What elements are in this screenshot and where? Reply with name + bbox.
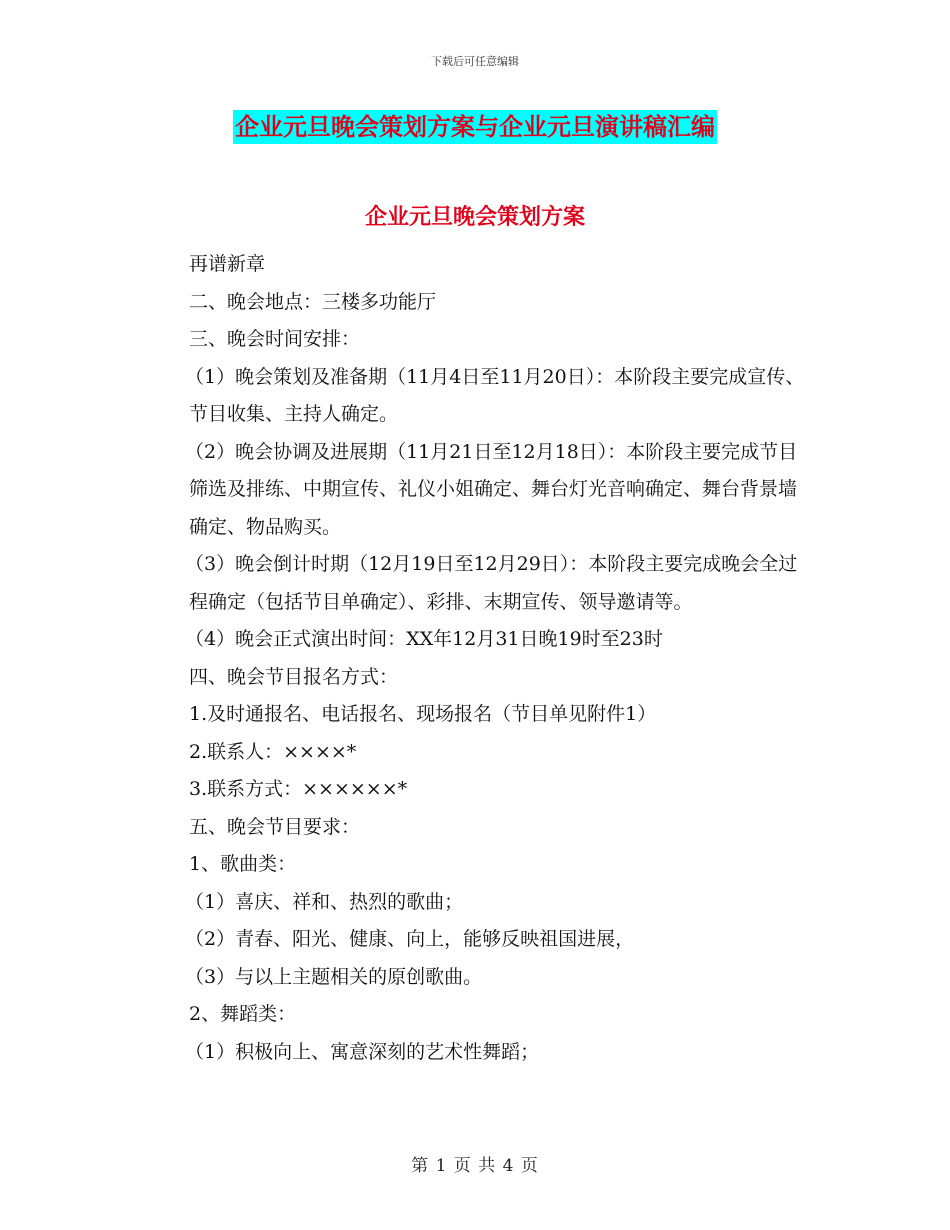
paragraph: （3）晚会倒计时期（12月19日至12月29日）：本阶段主要完成晚会全过程确定（包括节目单确定）、彩排、末期宣传、领导邀请等。 xyxy=(185,553,798,613)
paragraph: （1）晚会策划及准备期（11月4日至11月20日）：本阶段主要完成宣传、节目收集、主持人确定。 xyxy=(185,365,805,425)
paragraph: 再谱新章 xyxy=(189,253,266,275)
paragraph: （4）晚会正式演出时间：XX年12月31日晚19时至23时 xyxy=(185,628,663,650)
document-body xyxy=(143,246,808,1071)
paragraph: 2.联系人：××××* xyxy=(189,740,357,763)
section-title: 企业元旦晚会策划方案 xyxy=(364,204,585,230)
paragraph: 1、歌曲类： xyxy=(189,853,297,875)
paragraph: （2）青春、阳光、健康、向上，能够反映祖国进展， xyxy=(185,928,635,950)
paragraph: 三、晚会时间安排： xyxy=(189,328,361,350)
paragraph: 2、舞蹈类： xyxy=(189,1003,297,1025)
paragraph: 四、晚会节目报名方式： xyxy=(189,665,399,688)
paragraph: 五、晚会节目要求： xyxy=(189,815,361,838)
paragraph: （1）积极向上、寓意深刻的艺术性舞蹈； xyxy=(185,1040,540,1063)
paragraph: （3）与以上主题相关的原创歌曲。 xyxy=(185,965,483,988)
paragraph: 1.及时通报名、电话报名、现场报名（节目单见附件1） xyxy=(189,703,657,725)
paragraph: 二、晚会地点：三楼多功能厅 xyxy=(189,290,437,313)
paragraph: （1）喜庆、祥和、热烈的歌曲； xyxy=(185,890,464,913)
page-footer: 第 1 页 共 4 页 xyxy=(411,1156,539,1176)
paragraph: （2）晚会协调及进展期（11月21日至12月18日）：本阶段主要完成节目筛选及排练、中期宣传、礼仪小姐确定、舞台灯光音响确定、舞台背景墙确定、物品购买。 xyxy=(185,440,798,538)
header-note: 下载后可任意编辑 xyxy=(431,55,519,68)
document-title: 企业元旦晚会策划方案与企业元旦演讲稿汇编 xyxy=(233,110,717,144)
paragraph: 3.联系方式：××××××* xyxy=(189,778,408,800)
